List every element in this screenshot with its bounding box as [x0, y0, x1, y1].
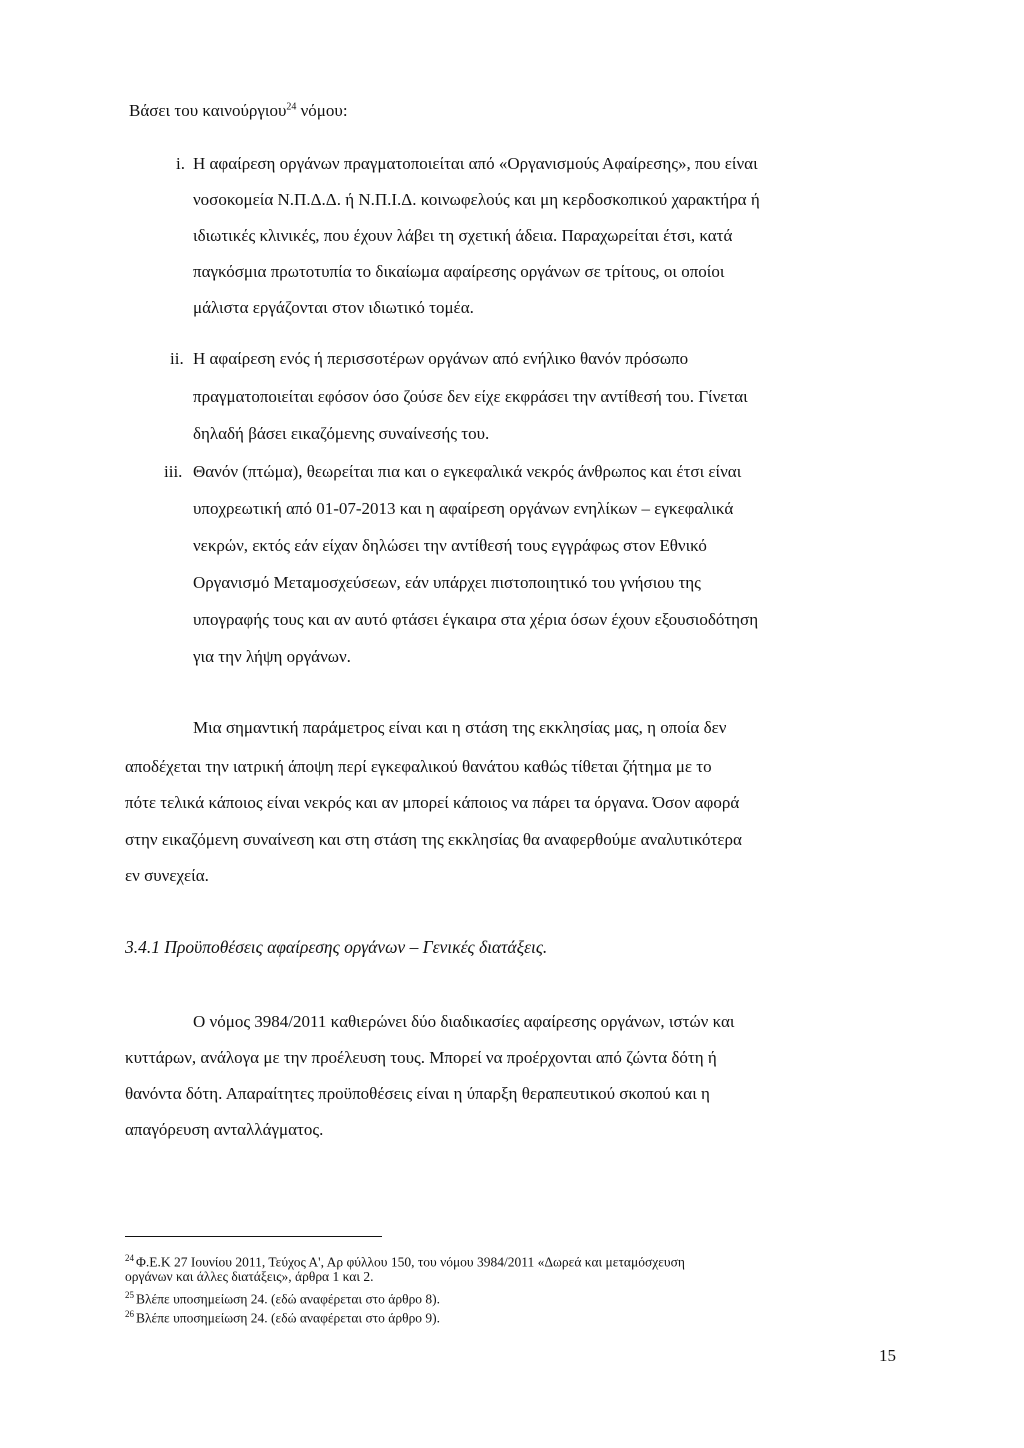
paragraph-line: κυττάρων, ανάλογα με την προέλευση τους. Μπορεί να προέρχονται από ζώντα δότη ή	[125, 1048, 717, 1067]
footnote-24	[125, 1250, 685, 1271]
paragraph-line: εν συνεχεία.	[125, 866, 209, 885]
footnote-text: Βλέπε υποσημείωση 24. (εδώ αναφέρεται στο άρθρο 9).	[136, 1310, 441, 1326]
paragraph-line: στην εικαζόμενη συναίνεση και στη στάση της εκκλησίας θα αναφερθούμε αναλυτικότερα	[125, 830, 742, 849]
section-heading: 3.4.1 Προϋποθέσεις αφαίρεσης οργάνων – Γενικές διατάξεις.	[125, 937, 548, 957]
list-marker-iii: iii.	[164, 462, 183, 481]
list-item-i-line: Η αφαίρεση οργάνων πραγματοποιείται από «Οργανισμούς Αφαίρεσης», που είναι	[193, 154, 758, 173]
list-marker-ii: ii.	[170, 349, 184, 368]
paragraph-line: απαγόρευση ανταλλάγματος.	[125, 1120, 324, 1139]
list-item-iii-line: υποχρεωτική από 01-07-2013 και η αφαίρεση οργάνων ενηλίκων – εγκεφαλικά	[193, 499, 734, 518]
paragraph-line: αποδέχεται την ιατρική άποψη περί εγκεφαλικού θανάτου καθώς τίθεται ζήτημα με το	[125, 757, 712, 776]
intro-text: Βάσει του καινούργιου	[129, 101, 287, 120]
paragraph-line: Ο νόμος 3984/2011 καθιερώνει δύο διαδικασίες αφαίρεσης οργάνων, ιστών και	[193, 1012, 735, 1031]
paragraph-line: θανόντα δότη. Απαραίτητες προϋποθέσεις είναι η ύπαρξη θεραπευτικού σκοπού και η	[125, 1084, 710, 1103]
intro-line	[129, 100, 348, 122]
footnote-text: Βλέπε υποσημείωση 24. (εδώ αναφέρεται στο άρθρο 8).	[136, 1291, 441, 1307]
paragraph-line: Μια σημαντική παράμετρος είναι και η στάση της εκκλησίας μας, η οποία δεν	[193, 718, 727, 737]
footnote-separator	[125, 1236, 382, 1237]
list-item-i-line: νοσοκομεία Ν.Π.Δ.Δ. ή Ν.Π.Ι.Δ. κοινωφελούς και μη κερδοσκοπικού χαρακτήρα ή	[193, 190, 760, 209]
list-item-ii-line: πραγματοποιείται εφόσον όσο ζούσε δεν είχε εκφράσει την αντίθεσή του. Γίνεται	[193, 387, 748, 406]
footnote-24-continued	[125, 1269, 374, 1285]
footnote-text: Φ.Ε.Κ 27 Ιουνίου 2011, Τεύχος Α', Αρ φύλλου 150, του νόμου 3984/2011 «Δωρεά και μεταμόσχευση	[136, 1254, 685, 1270]
list-item-iii-line: υπογραφής τους και αν αυτό φτάσει έγκαιρα στα χέρια όσων έχουν εξουσιοδότηση	[193, 610, 759, 629]
footnote-text: οργάνων και άλλες διατάξεις», άρθρα 1 και 2.	[125, 1269, 374, 1284]
list-item-i-line: παγκόσμια πρωτοτυπία το δικαίωμα αφαίρεσης οργάνων σε τρίτους, οι οποίοι	[193, 262, 725, 281]
list-item-ii-line: Η αφαίρεση ενός ή περισσοτέρων οργάνων από ενήλικο θανόν πρόσωπο	[193, 349, 689, 368]
footnote-25	[125, 1287, 440, 1308]
list-item-ii-line: δηλαδή βάσει εικαζόμενης συναίνεσής του.	[193, 424, 490, 443]
list-item-i-line: ιδιωτικές κλινικές, που έχουν λάβει τη σχετική άδεια. Παραχωρείται έτσι, κατά	[193, 226, 733, 245]
footnote-number: 26	[125, 1309, 134, 1319]
footnote-number: 24	[125, 1253, 134, 1263]
list-item-iii-line: για την λήψη οργάνων.	[193, 647, 351, 666]
list-item-iii-line: Οργανισμό Μεταμοσχεύσεων, εάν υπάρχει πιστοποιητικό του γνήσιου της	[193, 573, 701, 592]
footnote-ref-24[interactable]: 24	[286, 101, 297, 113]
footnote-number: 25	[125, 1290, 134, 1300]
page-number: 15	[879, 1346, 896, 1365]
intro-tail: νόμου:	[296, 101, 348, 120]
list-item-iii-line: νεκρών, εκτός εάν είχαν δηλώσει την αντίθεσή τους εγγράφως στον Εθνικό	[193, 536, 707, 555]
list-marker-i: i.	[176, 154, 185, 173]
list-item-i-line: μάλιστα εργάζονται στον ιδιωτικό τομέα.	[193, 298, 474, 317]
paragraph-line: πότε τελικά κάποιος είναι νεκρός και αν μπορεί κάποιος να πάρει τα όργανα. Όσον αφορά	[125, 793, 740, 812]
list-item-iii-line: Θανόν (πτώμα), θεωρείται πια και ο εγκεφαλικά νεκρός άνθρωπος και έτσι είναι	[193, 462, 742, 481]
footnote-26	[125, 1306, 440, 1327]
